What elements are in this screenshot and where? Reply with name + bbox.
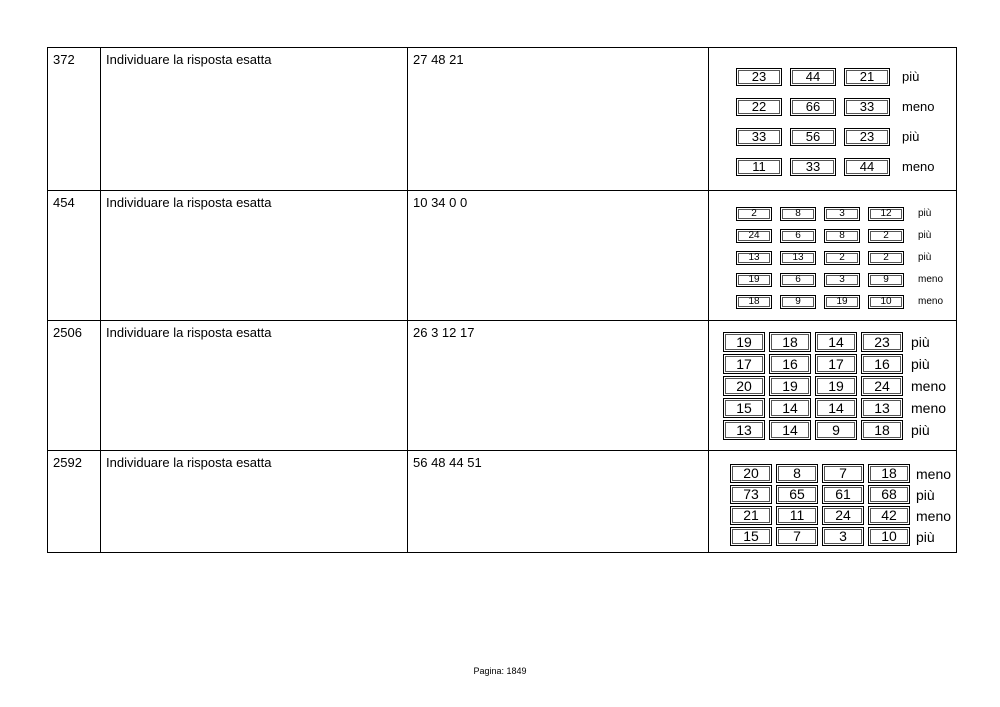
option-word: meno: [902, 99, 935, 114]
question-data: 10 34 0 0: [408, 191, 709, 321]
question-id: 454: [48, 191, 101, 321]
option-value-box: 18: [868, 464, 910, 483]
option-word: più: [916, 528, 935, 545]
option-value-box: 33: [844, 98, 890, 116]
option-value-box: 20: [723, 376, 765, 396]
option-word: meno: [916, 507, 952, 524]
option-value-box: 13: [736, 251, 772, 265]
option-word: meno: [902, 159, 935, 174]
questions-table: [47, 47, 957, 553]
answer-options-cell: [709, 321, 957, 451]
option-value-box: 19: [815, 376, 857, 396]
option-value-box: 15: [723, 398, 765, 418]
question-row: [48, 451, 957, 553]
option-value-box: 24: [861, 376, 903, 396]
option-value-box: 24: [822, 506, 864, 525]
answer-options: [714, 195, 951, 316]
option-value-box: 24: [736, 229, 772, 243]
answer-options: [714, 325, 951, 442]
option-value-box: 44: [790, 68, 836, 86]
option-word: più: [918, 251, 932, 263]
option-word: più: [916, 486, 935, 503]
option-value-box: 11: [776, 506, 818, 525]
question-id: 2592: [48, 451, 101, 553]
question-row: [48, 191, 957, 321]
answer-options-cell: [709, 191, 957, 321]
option-word: più: [911, 334, 930, 350]
option-value-box: 21: [730, 506, 772, 525]
answer-option: [723, 332, 955, 352]
answer-option: [730, 527, 960, 546]
question-text: Individuare la risposta esatta: [101, 321, 408, 451]
question-row: [48, 48, 957, 191]
option-value-box: 23: [861, 332, 903, 352]
answer-option: [723, 354, 955, 374]
option-value-box: 8: [780, 207, 816, 221]
option-value-box: 10: [868, 527, 910, 546]
option-word: meno: [911, 378, 947, 394]
option-value-box: 13: [780, 251, 816, 265]
answer-option: [730, 506, 960, 525]
question-text: Individuare la risposta esatta: [101, 48, 408, 191]
option-value-box: 13: [723, 420, 765, 440]
answer-option: [736, 228, 958, 243]
option-value-box: 68: [868, 485, 910, 504]
option-value-box: 33: [736, 128, 782, 146]
option-value-box: 7: [822, 464, 864, 483]
question-data: 27 48 21: [408, 48, 709, 191]
answer-option: [736, 294, 958, 309]
option-value-box: 19: [769, 376, 811, 396]
answer-option: [736, 66, 942, 88]
option-value-box: 23: [844, 128, 890, 146]
option-value-box: 61: [822, 485, 864, 504]
question-data: 56 48 44 51: [408, 451, 709, 553]
option-value-box: 73: [730, 485, 772, 504]
option-word: più: [902, 69, 920, 84]
option-value-box: 16: [769, 354, 811, 374]
option-value-box: 6: [780, 229, 816, 243]
option-value-box: 18: [861, 420, 903, 440]
option-value-box: 18: [769, 332, 811, 352]
option-value-box: 18: [736, 295, 772, 309]
answer-option: [730, 464, 960, 483]
option-value-box: 14: [769, 420, 811, 440]
option-word: più: [911, 422, 930, 438]
answer-option: [736, 272, 958, 287]
answer-option: [723, 420, 955, 440]
page-number: Pagina: 1849: [473, 666, 527, 676]
option-value-box: 2: [868, 251, 904, 265]
answer-options-cell: [709, 48, 957, 191]
option-word: meno: [916, 465, 952, 482]
option-value-box: 19: [723, 332, 765, 352]
option-value-box: 3: [824, 207, 860, 221]
question-text: Individuare la risposta esatta: [101, 191, 408, 321]
answer-option: [723, 398, 955, 418]
option-value-box: 2: [736, 207, 772, 221]
answer-options-cell: [709, 451, 957, 553]
option-value-box: 33: [790, 158, 836, 176]
option-value-box: 14: [815, 398, 857, 418]
answer-option: [736, 250, 958, 265]
option-word: più: [911, 356, 930, 372]
question-id: 372: [48, 48, 101, 191]
option-value-box: 23: [736, 68, 782, 86]
option-value-box: 22: [736, 98, 782, 116]
answer-option: [736, 156, 942, 178]
option-value-box: 8: [824, 229, 860, 243]
answer-options: [714, 52, 951, 186]
option-value-box: 3: [824, 273, 860, 287]
option-word: meno: [911, 400, 947, 416]
option-value-box: 6: [780, 273, 816, 287]
option-value-box: 2: [868, 229, 904, 243]
option-value-box: 17: [815, 354, 857, 374]
option-value-box: 16: [861, 354, 903, 374]
option-word: meno: [918, 273, 944, 285]
option-word: più: [902, 129, 920, 144]
option-value-box: 21: [844, 68, 890, 86]
answer-options: [714, 455, 951, 548]
option-value-box: 19: [736, 273, 772, 287]
option-word: meno: [918, 295, 944, 307]
option-value-box: 14: [769, 398, 811, 418]
answer-option: [730, 485, 960, 504]
option-value-box: 65: [776, 485, 818, 504]
option-value-box: 9: [868, 273, 904, 287]
option-word: più: [918, 207, 932, 219]
answer-option: [736, 126, 942, 148]
option-value-box: 8: [776, 464, 818, 483]
option-value-box: 44: [844, 158, 890, 176]
option-value-box: 3: [822, 527, 864, 546]
option-value-box: 56: [790, 128, 836, 146]
option-value-box: 42: [868, 506, 910, 525]
option-value-box: 9: [815, 420, 857, 440]
answer-option: [736, 206, 958, 221]
answer-option: [723, 376, 955, 396]
option-word: più: [918, 229, 932, 241]
question-data: 26 3 12 17: [408, 321, 709, 451]
option-value-box: 2: [824, 251, 860, 265]
question-row: [48, 321, 957, 451]
option-value-box: 20: [730, 464, 772, 483]
option-value-box: 7: [776, 527, 818, 546]
option-value-box: 13: [861, 398, 903, 418]
option-value-box: 15: [730, 527, 772, 546]
question-text: Individuare la risposta esatta: [101, 451, 408, 553]
option-value-box: 12: [868, 207, 904, 221]
answer-option: [736, 96, 942, 118]
option-value-box: 10: [868, 295, 904, 309]
option-value-box: 17: [723, 354, 765, 374]
option-value-box: 19: [824, 295, 860, 309]
option-value-box: 11: [736, 158, 782, 176]
option-value-box: 14: [815, 332, 857, 352]
question-id: 2506: [48, 321, 101, 451]
option-value-box: 9: [780, 295, 816, 309]
option-value-box: 66: [790, 98, 836, 116]
